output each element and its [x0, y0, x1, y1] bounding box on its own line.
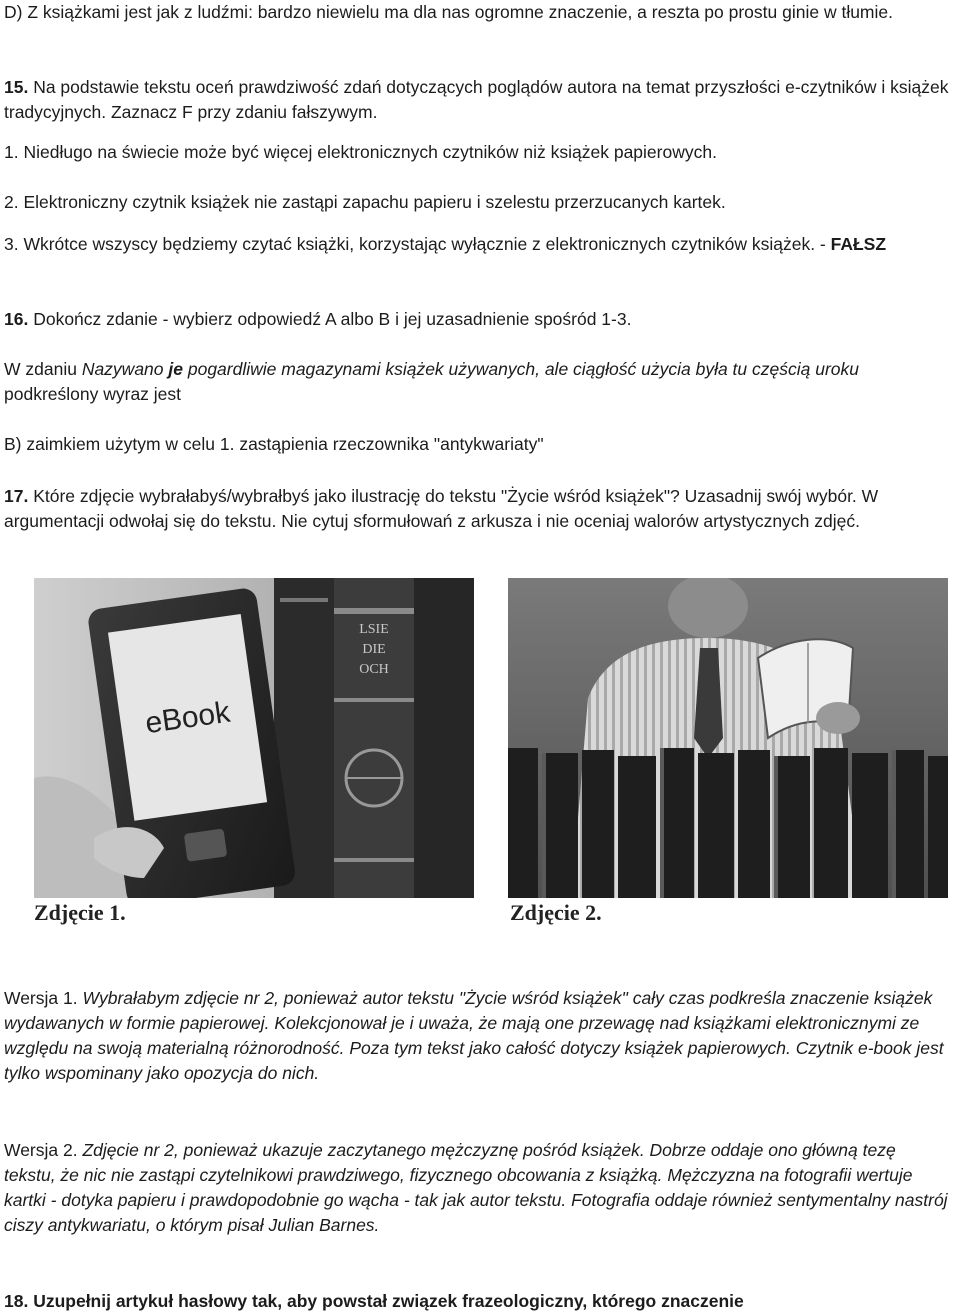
statement-3 [4, 232, 950, 257]
question-17-text: Które zdjęcie wybrałabyś/wybrałbyś jako ilustrację do tekstu "Życie wśród książek"? Uzasadnij swój wybór. W argumentacji odwołaj się do tekstu. Nie cytuj sformułowań z arkusza i nie oceniaj walorów artystycznych zdjęć. [4, 486, 879, 531]
question-18: 18. Uzupełnij artykuł hasłowy tak, aby powstał związek frazeologiczny, którego znaczenie [4, 1291, 744, 1311]
book-spine-text: LSIE [359, 622, 389, 637]
ereader-screen-text: eBook [143, 695, 233, 741]
quote-after: pogardliwie magazynami książek używanych, ale ciągłość użycia była tu częścią uroku [183, 359, 860, 379]
book-spine-3 [414, 578, 474, 918]
statement-3-text: 3. Wkrótce wszyscy będziemy czytać książki, korzystając wyłącznie z elektronicznych czytników książek. - [4, 234, 831, 254]
wersja-2 [4, 1138, 950, 1238]
wersja-2-text: Zdjęcie nr 2, ponieważ ukazuje zaczytanego mężczyznę pośród książek. Dobrze oddaje ono główną tezę tekstu, że nic nie zastąpi czytelnikowi prawdziwego, fizycznego obcowania z książką. Mężczyzna na fotografii wertuje kartki - dotyka papieru i prawdopodobnie go wącha - tak jak autor tekstu. Fotografia oddaje również sentymentalny nastrój ciszy antykwariatu, o którym pisał Julian Barnes. [4, 1140, 948, 1235]
shelf-book [738, 750, 770, 898]
shelf-book [814, 748, 848, 898]
shelf-book [928, 756, 948, 898]
question-17 [4, 484, 950, 534]
question-16-number: 16. [4, 309, 29, 329]
question-17-number: 17. [4, 486, 29, 506]
sentence-prefix: W zdaniu [4, 359, 82, 379]
shelf-book [660, 748, 694, 898]
wersja-1 [4, 986, 950, 1086]
quote-before: Nazywano [81, 359, 169, 379]
shelf-book [542, 753, 578, 898]
photo-2-reader [508, 578, 948, 938]
wersja-2-label: Wersja 2. [4, 1140, 78, 1160]
statement-1: 1. Niedługo na świecie może być więcej elektronicznych czytników niż książek papierowych. [4, 142, 717, 162]
question-15 [4, 75, 950, 125]
question-15-text: Na podstawie tekstu oceń prawdziwość zdań dotyczących poglądów autora na temat przyszłości e-czytników i książek tradycyjnych. Zaznacz F przy zdaniu fałszywym. [4, 77, 949, 122]
statement-2: 2. Elektroniczny czytnik książek nie zastąpi zapachu papieru i szelestu przerzucanych kartek. [4, 192, 726, 212]
paragraph-d: D) Z książkami jest jak z ludźmi: bardzo niewielu ma dla nas ogromne znaczenie, a reszta po prostu ginie w tłumie. [4, 2, 893, 22]
sentence-suffix: podkreślony wyraz jest [4, 384, 182, 404]
shelf-book [618, 756, 656, 898]
quoted-sentence [82, 359, 859, 379]
ereader-button [184, 828, 228, 861]
shelf-book [852, 753, 888, 898]
shelf-book [892, 750, 924, 898]
shelf-book [698, 753, 734, 898]
book-spine-text: DIE [362, 642, 386, 657]
photo-1-ereader [34, 578, 474, 938]
wersja-1-label: Wersja 1. [4, 988, 78, 1008]
question-16-text: Dokończ zdanie - wybierz odpowiedź A albo B i jej uzasadnienie spośród 1-3. [33, 309, 632, 329]
shelf-book [508, 748, 538, 898]
quote-underlined-word: je [168, 359, 183, 379]
photo-1-caption: Zdjęcie 1. [34, 900, 126, 925]
photo-2-caption: Zdjęcie 2. [510, 900, 602, 925]
false-mark: FAŁSZ [830, 234, 887, 254]
book-spine-text: OCH [359, 662, 389, 677]
question-15-number: 15. [4, 77, 29, 97]
wersja-1-text: Wybrałabym zdjęcie nr 2, ponieważ autor tekstu "Życie wśród książek" cały czas podkreśla znaczenie książek wydawanych w formie papierowej. Kolekcjonował je i uważa, że mają one przewagę nad książkami elektronicznymi ze względu na swoją materialną różnorodność. Poza tym tekst jako całość dotyczy książek papierowych. Czytnik e-book jest tylko wspominany jako opozycja do nich. [4, 988, 944, 1083]
question-16-answer: B) zaimkiem użytym w celu 1. zastąpienia rzeczownika "antykwariaty" [4, 434, 544, 454]
shelf-book [774, 756, 810, 898]
question-16 [4, 307, 950, 332]
shelf-book [582, 750, 614, 898]
question-16-sentence [4, 357, 950, 407]
